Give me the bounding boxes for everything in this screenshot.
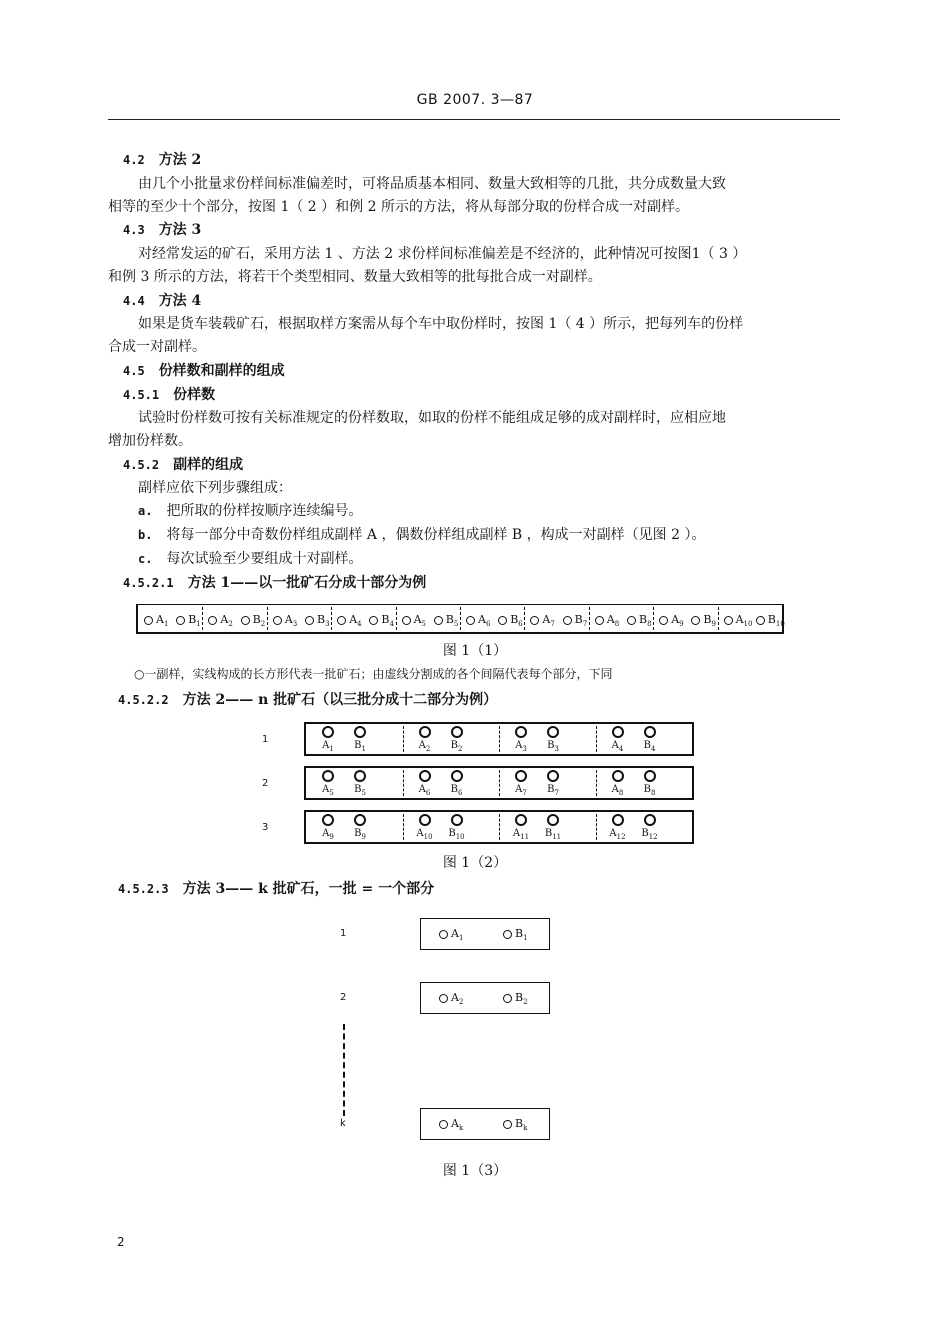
section-4-4-heading: 4.4 方法 4 <box>123 293 202 309</box>
fig1-2-sample: $A_5$ <box>314 770 342 797</box>
sample-circle-icon <box>498 616 507 625</box>
fig1-1-sample: $A_8$ <box>595 613 619 628</box>
section-4-4-para-2: 合成一对副样。 <box>108 339 206 355</box>
fig1-2-sample: $B_{10}$ <box>443 814 471 841</box>
section-4-4-para-1: 如果是货车装载矿石，根据取样方案需从每个车中取份样时，按图 1（ 4 ）所示，把每列车的份样 <box>138 316 744 332</box>
figure-1-2-caption: 图 1（2） <box>442 855 508 871</box>
fig1-2-sample: $B_1$ <box>346 726 374 753</box>
fig1-2-sample: $B_6$ <box>443 770 471 797</box>
fig1-1-sample: $A_3$ <box>273 613 297 628</box>
fig1-2-sample: $A_3$ <box>507 726 535 753</box>
fig1-1-sample: $B_6$ <box>498 613 523 628</box>
fig1-2-sample: $A_4$ <box>604 726 632 753</box>
fig1-1-sample: $A_6$ <box>466 613 490 628</box>
part-divider <box>524 607 525 630</box>
sample-circle-icon <box>354 814 366 826</box>
fig1-1-sample: $A_1$ <box>144 613 168 628</box>
fig1-1-sample: $A_{10}$ <box>724 613 753 628</box>
sample-circle-icon <box>322 814 334 826</box>
fig1-3-sample: $A_1$ <box>439 927 463 942</box>
sample-circle-icon <box>451 814 463 826</box>
sample-circle-icon <box>176 616 185 625</box>
section-4-5-2-2-heading: 4.5.2.2 方法 2—— n 批矿石（以三批分成十二部分为例） <box>118 692 498 708</box>
fig1-1-sample: $B_3$ <box>305 613 330 628</box>
fig1-3-sample: $A_k$ <box>439 1117 463 1132</box>
fig1-2-sample: $A_{10}$ <box>411 814 439 841</box>
batch-box <box>420 1108 550 1140</box>
figure-1-1-caption: 图 1（1） <box>442 643 508 659</box>
sample-circle-icon <box>756 616 765 625</box>
fig1-2-sample: $A_8$ <box>604 770 632 797</box>
sample-circle-icon <box>273 616 282 625</box>
sample-circle-icon <box>439 994 448 1003</box>
sample-circle-icon <box>547 726 559 738</box>
sample-circle-icon <box>612 726 624 738</box>
sample-circle-icon <box>369 616 378 625</box>
sample-circle-icon <box>659 616 668 625</box>
sample-circle-icon <box>419 726 431 738</box>
fig1-1-sample: $A_4$ <box>337 613 361 628</box>
section-4-5-1-para-1: 试验时份样数可按有关标准规定的份样数取，如取的份样不能组成足够的成对副样时，应相应地 <box>138 410 726 426</box>
fig1-2-sample: $B_2$ <box>443 726 471 753</box>
sample-circle-icon <box>419 814 431 826</box>
batch-label: k <box>340 1118 346 1129</box>
part-divider <box>718 607 719 630</box>
part-divider <box>403 814 404 840</box>
sample-circle-icon <box>322 726 334 738</box>
sample-circle-icon <box>691 616 700 625</box>
sample-circle-icon <box>466 616 475 625</box>
section-4-3-heading: 4.3 方法 3 <box>123 222 202 238</box>
section-4-5-2-heading: 4.5.2 副样的组成 <box>123 457 244 473</box>
fig1-2-sample: $A_1$ <box>314 726 342 753</box>
list-item-a: a. 把所取的份样按顺序连续编号。 <box>138 503 363 519</box>
section-4-5-1-para-2: 增加份样数。 <box>108 433 192 449</box>
fig1-1-sample: $B_{10}$ <box>756 613 785 628</box>
part-divider <box>596 814 597 840</box>
section-4-5-heading: 4.5 份样数和副样的组成 <box>123 363 285 379</box>
batch-box <box>304 810 694 844</box>
fig1-2-sample: $A_{12}$ <box>604 814 632 841</box>
part-divider <box>331 607 332 630</box>
fig1-1-sample: $B_8$ <box>627 613 652 628</box>
part-divider <box>589 607 590 630</box>
fig1-1-sample: $A_2$ <box>208 613 232 628</box>
sample-circle-icon <box>439 1120 448 1129</box>
section-4-5-2-para-1: 副样应依下列步骤组成： <box>138 480 292 496</box>
sample-circle-icon <box>724 616 733 625</box>
list-item-b: b. 将每一部分中奇数份样组成副样 A ，偶数份样组成副样 B ，构成一对副样（见图 2 ）。 <box>138 527 706 543</box>
fig1-2-sample: $B_5$ <box>346 770 374 797</box>
part-divider <box>202 607 203 630</box>
fig1-1-sample: $A_9$ <box>659 613 683 628</box>
batch-label: 2 <box>340 992 347 1003</box>
figure-1-3-ellipsis-dash <box>343 1024 345 1116</box>
sample-circle-icon <box>515 770 527 782</box>
fig1-3-sample: $B_k$ <box>503 1117 527 1132</box>
part-divider <box>499 814 500 840</box>
sample-circle-icon <box>451 770 463 782</box>
figure-1-3-caption: 图 1（3） <box>442 1163 508 1179</box>
sample-circle-icon <box>208 616 217 625</box>
sample-circle-icon <box>627 616 636 625</box>
figure-1-1-note: ○一副样，实线构成的长方形代表一批矿石；由虚线分割成的各个间隔代表每个部分，下同 <box>134 667 613 681</box>
sample-circle-icon <box>322 770 334 782</box>
sample-circle-icon <box>434 616 443 625</box>
fig1-1-sample: $B_9$ <box>691 613 716 628</box>
part-divider <box>396 607 397 630</box>
sample-circle-icon <box>354 726 366 738</box>
fig1-2-sample: $B_{12}$ <box>636 814 664 841</box>
fig1-1-sample: $B_4$ <box>369 613 394 628</box>
fig1-2-sample: $B_7$ <box>539 770 567 797</box>
sample-circle-icon <box>241 616 250 625</box>
sample-circle-icon <box>547 814 559 826</box>
fig1-1-sample: $B_7$ <box>563 613 588 628</box>
fig1-1-sample: $A_5$ <box>402 613 426 628</box>
fig1-2-sample: $A_6$ <box>411 770 439 797</box>
batch-box <box>304 766 694 800</box>
sample-circle-icon <box>439 930 448 939</box>
fig1-1-sample: $A_7$ <box>530 613 554 628</box>
part-divider <box>499 770 500 796</box>
sample-circle-icon <box>547 770 559 782</box>
fig1-2-sample: $A_7$ <box>507 770 535 797</box>
batch-box <box>304 722 694 756</box>
sample-circle-icon <box>503 1120 512 1129</box>
fig1-3-sample: $B_1$ <box>503 927 528 942</box>
sample-circle-icon <box>612 770 624 782</box>
section-4-3-para-2: 和例 3 所示的方法，将若干个类型相同、数量大致相等的批每批合成一对副样。 <box>108 269 602 285</box>
part-divider <box>460 607 461 630</box>
sample-circle-icon <box>515 814 527 826</box>
section-4-2-para-1: 由几个小批量求份样间标准偏差时，可将品质基本相同、数量大致相等的几批，共分成数量大致 <box>138 176 726 192</box>
part-divider <box>596 726 597 752</box>
part-divider <box>267 607 268 630</box>
fig1-1-sample: $B_2$ <box>241 613 266 628</box>
batch-label: 3 <box>262 822 269 833</box>
batch-label: 1 <box>340 928 347 939</box>
sample-circle-icon <box>515 726 527 738</box>
fig1-2-sample: $B_{11}$ <box>539 814 567 841</box>
part-divider <box>596 770 597 796</box>
sample-circle-icon <box>503 930 512 939</box>
fig1-2-sample: $B_3$ <box>539 726 567 753</box>
section-4-2-heading: 4.2 方法 2 <box>123 152 202 168</box>
batch-label: 1 <box>262 734 269 745</box>
fig1-1-sample: $B_1$ <box>176 613 201 628</box>
fig1-2-sample: $A_9$ <box>314 814 342 841</box>
section-4-3-para-1: 对经常发运的矿石，采用方法 1 、方法 2 求份样间标准偏差是不经济的，此种情况可按图1（ 3 ） <box>138 246 747 262</box>
part-divider <box>403 726 404 752</box>
section-4-5-1-heading: 4.5.1 份样数 <box>123 387 216 403</box>
sample-circle-icon <box>644 770 656 782</box>
batch-box <box>420 982 550 1014</box>
header-rule <box>108 119 840 120</box>
sample-circle-icon <box>563 616 572 625</box>
part-divider <box>499 726 500 752</box>
sample-circle-icon <box>354 770 366 782</box>
section-4-5-2-1-heading: 4.5.2.1 方法 1——以一批矿石分成十部分为例 <box>123 575 427 591</box>
sample-circle-icon <box>451 726 463 738</box>
section-4-5-2-3-heading: 4.5.2.3 方法 3—— k 批矿石，一批 = 一个部分 <box>118 881 435 897</box>
sample-circle-icon <box>402 616 411 625</box>
sample-circle-icon <box>144 616 153 625</box>
sample-circle-icon <box>530 616 539 625</box>
batch-label: 2 <box>262 778 269 789</box>
fig1-3-sample: $A_2$ <box>439 991 463 1006</box>
part-divider <box>653 607 654 630</box>
fig1-2-sample: $B_8$ <box>636 770 664 797</box>
batch-box <box>420 918 550 950</box>
part-divider <box>403 770 404 796</box>
fig1-1-sample: $B_5$ <box>434 613 459 628</box>
sample-circle-icon <box>419 770 431 782</box>
sample-circle-icon <box>612 814 624 826</box>
sample-circle-icon <box>337 616 346 625</box>
sample-circle-icon <box>503 994 512 1003</box>
fig1-2-sample: $A_2$ <box>411 726 439 753</box>
fig1-2-sample: $B_9$ <box>346 814 374 841</box>
sample-circle-icon <box>644 726 656 738</box>
page-number: 2 <box>117 1235 125 1249</box>
figure-1-1-batch-box <box>136 604 784 634</box>
list-item-c: c. 每次试验至少要组成十对副样。 <box>138 551 363 567</box>
sample-circle-icon <box>595 616 604 625</box>
section-4-2-para-2: 相等的至少十个部分，按图 1（ 2 ）和例 2 所示的方法，将从每部分取的份样合成一对副样。 <box>108 199 689 215</box>
fig1-2-sample: $B_4$ <box>636 726 664 753</box>
page-header: GB 2007. 3—87 <box>416 92 534 108</box>
sample-circle-icon <box>644 814 656 826</box>
sample-circle-icon <box>305 616 314 625</box>
fig1-2-sample: $A_{11}$ <box>507 814 535 841</box>
fig1-3-sample: $B_2$ <box>503 991 528 1006</box>
